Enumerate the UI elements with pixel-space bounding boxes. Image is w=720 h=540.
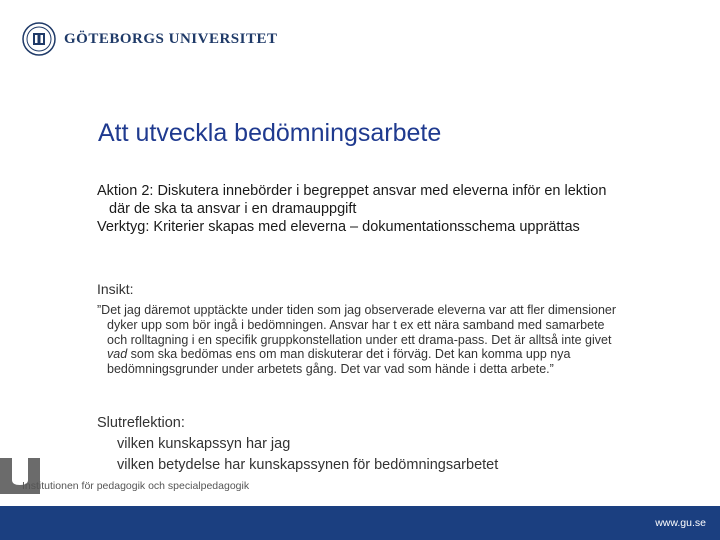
insight-quote [97,303,627,377]
insight-label: Insikt: [97,281,134,297]
department-logo [0,458,300,500]
quote-text-start: ”Det jag däremot upptäckte under tiden som jag observerade eleverna var att fler dimensioner dyker upp som bör ingå i bedömningen. Ansvar har t ex ett nära samband med samarbete och rolltagning i en specifik gruppkonstellation under ett drama-pass. Det är alltså inte givet [97,303,617,347]
reflection-label: Slutreflektion: [97,415,185,431]
quote-emphasis: vad [107,347,128,362]
footer-url[interactable]: www.gu.se [655,517,706,529]
university-logo [22,22,277,56]
action-item: Aktion 2: Diskutera innebörder i begreppet ansvar med eleverna inför en lektion där de ska ta ansvar i en dramauppgift [97,183,607,217]
department-name: Institutionen för pedagogik och specialpedagogik [22,480,250,492]
slide-title: Att utveckla bedömningsarbete [98,119,442,147]
reflection-item: vilken betydelse har kunskapssynen för bedömningsarbetet [117,457,499,473]
action-list [97,182,617,236]
university-name: GÖTEBORGS UNIVERSITET [64,30,278,47]
footer-bar [0,506,720,540]
reflection-item: vilken kunskapssyn har jag [117,436,291,452]
quote-text-end: som ska bedömas ens om man diskuterar det i förväg. Det kan komma upp nya bedömningsgrunder under arbetets gång. Det var vad som hände i detta arbete.” [107,347,571,377]
action-item: Verktyg: Kriterier skapas med eleverna – dokumentationsschema upprättas [97,219,580,235]
university-seal-icon [22,22,56,56]
